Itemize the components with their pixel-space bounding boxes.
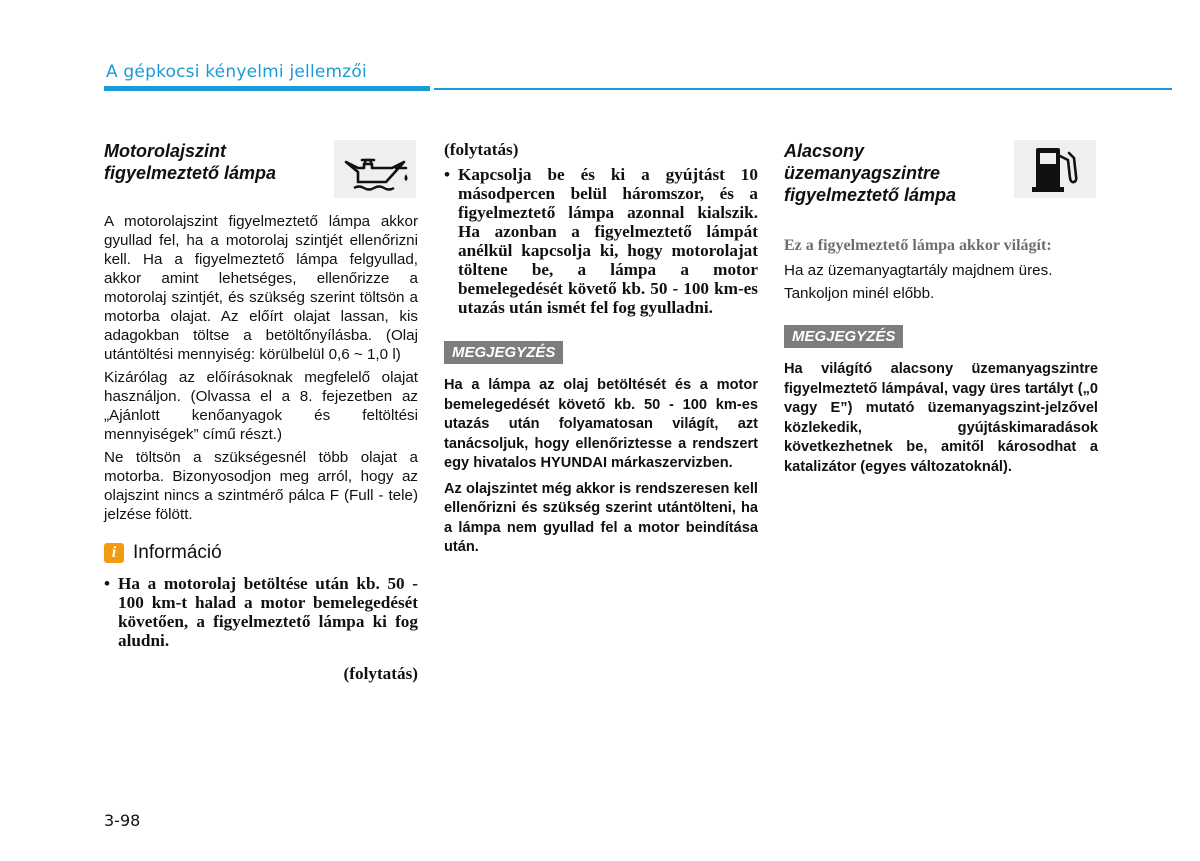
lead-text: Ez a figyelmeztető lámpa akkor világít: xyxy=(784,237,1052,254)
note-label: MEGJEGYZÉS xyxy=(784,325,903,348)
page-number: 3-98 xyxy=(104,811,141,830)
info-bullet-text: Ha a motorolaj betöltése után kb. 50 - 100 km-t halad a motor bemelegedését követően, a figyelmeztető lámpa ki fog aludni. xyxy=(118,574,418,650)
note-text: Ha a lámpa az olaj betöltését és a motor bemelegedését követő kb. 50 - 100 km-es utazás után folyamatosan világít, azt tanácsoljuk, hogy ellenőriztesse a rendszert egy hivatalos HYUNDAI márkaszervizben. xyxy=(444,377,758,471)
note-label: MEGJEGYZÉS xyxy=(444,341,563,364)
section-header-title: A gépkocsi kényelmi jellemzői xyxy=(106,62,367,82)
info-icon: i xyxy=(104,543,124,563)
info-bullet xyxy=(104,574,418,650)
note-text: Ha világító alacsony üzemanyagszintre figyelmeztető lámpával, vagy üres tartályt („0 vagy E”) mutató üzemanyagszint-jelzővel közlekedik, gyújtáskimaradások következhetnek be, amitől károsodhat a katalizátor (egyes változatoknál). xyxy=(784,361,1098,475)
paragraph: Kizárólag az előírásoknak megfelelő olajat használjon. (Olvassa el a 8. fejezetben az „Ajánlott kenőanyagok és feltöltési mennyiségek” című részt.) xyxy=(104,369,418,443)
column-low-fuel xyxy=(784,140,1098,477)
oil-can-icon xyxy=(334,140,416,198)
header-rule-thin xyxy=(434,88,1172,90)
continued-label: (folytatás) xyxy=(444,140,519,159)
section-title-fuel-warning: Alacsony üzemanyagszintre figyelmeztető lámpa xyxy=(784,141,957,205)
body-line: Ha az üzemanyagtartály majdnem üres. xyxy=(784,262,1053,279)
note-text: Az olajszintet még akkor is rendszeresen kell ellenőrizni és szükség szerint utántölteni, ha a lámpa nem gyullad fel a motor beindítása után. xyxy=(444,480,758,555)
bullet-dot: • xyxy=(444,165,451,184)
column-engine-oil xyxy=(104,140,418,683)
section-title-oil-warning: Motorolajszint figyelmeztető lámpa xyxy=(104,141,277,183)
info-title: Információ xyxy=(133,542,222,563)
fuel-pump-icon xyxy=(1014,140,1096,198)
header-rule-thick xyxy=(104,86,430,91)
instruction-bullet-text: Kapcsolja be és ki a gyújtást 10 másodpercen belül háromszor, és a figyelmeztető lámpa azonnal kialszik. Ha azonban a figyelmeztető lámpát anélkül kapcsolja ki, hogy motorolajat töltene be, a lámpa a motor bemelegedését követő kb. 50 - 100 km-es utazás után ismét fel fog gyulladni. xyxy=(458,165,758,317)
paragraph: A motorolajszint figyelmeztető lámpa akkor gyullad fel, ha a motorolaj szintjét ellenőrizni kell. Ha a figyelmeztető lámpa felgyullad, akkor amint lehetséges, ellenőrizze a motorolaj szintjét, és szükség szerint töltsön a motorba olajat. Az előírt olajat lassan, kis adagokban töltse a betöltőnyílásba. (Olaj utántöltési mennyiség: körülbelül 0,6 ~ 1,0 l) xyxy=(104,213,418,363)
body-line: Tankoljon minél előbb. xyxy=(784,285,935,302)
info-heading xyxy=(104,542,418,564)
continued-label: (folytatás) xyxy=(343,664,418,683)
paragraph: Ne töltsön a szükségesnél több olajat a motorba. Bizonyosodjon meg arról, hogy az olajszint nincs a szintmérő pálca F (Full - tele) jelzése fölött. xyxy=(104,449,418,523)
bullet-dot: • xyxy=(104,574,111,593)
column-oil-continued xyxy=(444,140,758,558)
instruction-bullet xyxy=(444,165,758,317)
